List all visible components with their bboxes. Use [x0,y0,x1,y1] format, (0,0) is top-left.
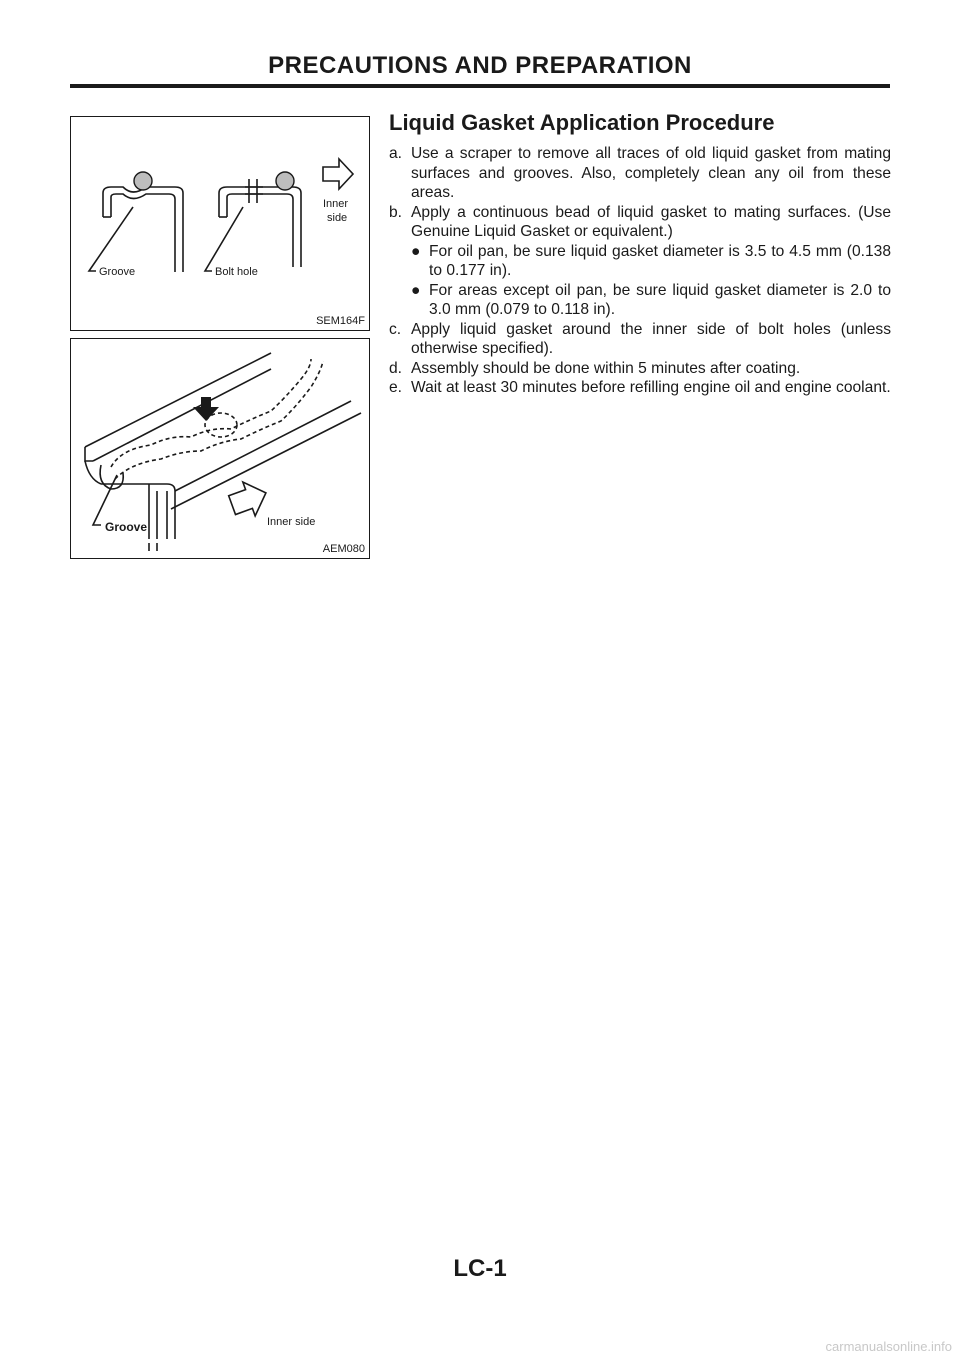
header-rule [70,84,890,88]
step-label: a. [389,145,403,162]
bullet-icon: ● [411,242,421,260]
section-title: Liquid Gasket Application Procedure [389,110,775,135]
step-text: Assembly should be done within 5 minutes after coating. [411,359,801,377]
step-text: Use a scraper to remove all traces of old liquid gasket from mating surfaces and grooves. Also, completely clean any oil from these areas. [411,145,891,201]
step-e [389,378,891,398]
bullet-icon: ● [411,281,421,299]
step-label: b. [389,203,403,221]
fig1-side-label: side [327,212,348,224]
step-c [389,320,891,359]
figure-bead-application [70,338,370,559]
figure-code: AEM080 [322,543,365,555]
fig1-groove-label: Groove [99,266,136,278]
step-d [389,359,891,379]
step-text: Apply a continuous bead of liquid gasket to mating surfaces. (Use Genuine Liquid Gasket or equivalent.) [411,203,891,240]
bullet-oil-pan [411,242,891,281]
bullet-text: For areas except oil pan, be sure liquid gasket diameter is 2.0 to 3.0 mm (0.079 to 0.118 in). [429,281,891,318]
figure-code: SEM164F [316,315,365,327]
step-label: d. [389,359,403,377]
fig2-groove-label: Groove [105,520,148,534]
bullet-except-oil-pan [411,281,891,320]
fig1-inner-label: Inner [323,198,349,210]
page-number: LC-1 [453,1255,507,1282]
step-label: c. [389,320,402,338]
watermark: carmanualsonline.info [825,1339,952,1354]
page-header: PRECAUTIONS AND PREPARATION [268,52,692,79]
bead-application-diagram [71,339,369,558]
figure-groove-bolt-hole [70,116,370,331]
step-label: e. [389,379,403,396]
step-text: Wait at least 30 minutes before refilling engine oil and engine coolant. [411,379,891,396]
groove-cross-section-diagram [71,117,369,330]
step-a [389,144,891,203]
fig1-bolt-hole-label: Bolt hole [215,266,258,278]
fig2-inner-side-label: Inner side [267,516,316,528]
procedure-section [389,110,891,398]
step-b [389,203,891,242]
step-text: Apply liquid gasket around the inner side of bolt holes (unless otherwise specified). [411,320,891,357]
bullet-text: For oil pan, be sure liquid gasket diameter is 3.5 to 4.5 mm (0.138 to 0.177 in). [429,242,891,279]
